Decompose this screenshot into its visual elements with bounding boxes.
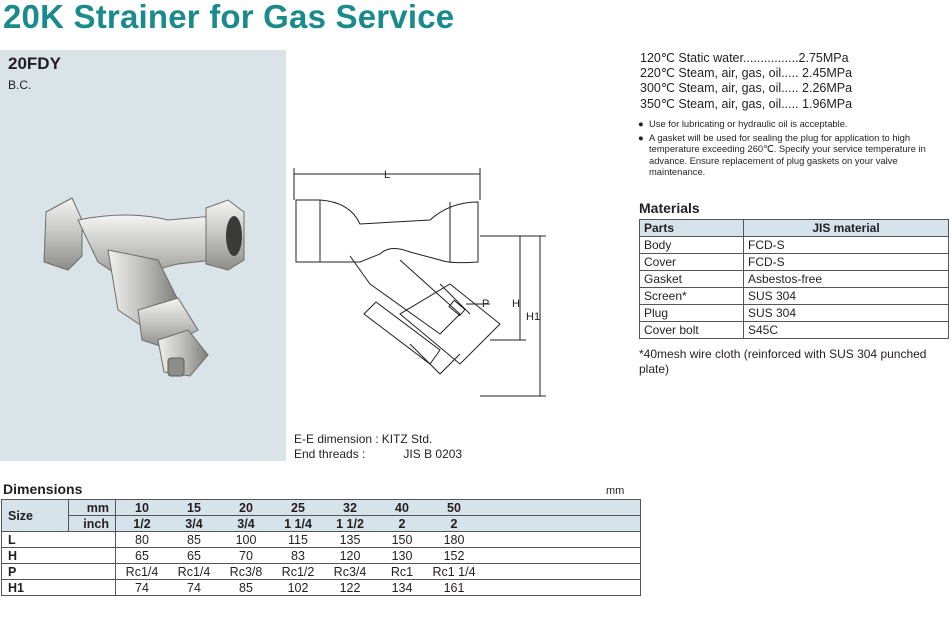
inch-label: inch — [69, 516, 116, 532]
rating-line: 300℃ Steam, air, gas, oil..... 2.26MPa — [640, 81, 853, 96]
rating-line: 120℃ Static water................2.75MPa — [640, 51, 849, 65]
dimensions-table — [1, 499, 641, 596]
table-row: Cover bolt S45C — [640, 322, 949, 339]
note-item: ● Use for lubricating or hydraulic oil is acceptable. — [638, 118, 848, 129]
table-row: Cover FCD-S — [640, 254, 949, 271]
table-row: P Rc1/4 Rc1/4 Rc3/8 Rc1/2 Rc3/4 Rc1 Rc1 1/4 — [2, 564, 641, 580]
mm-row: Size mm 10 15 20 25 32 40 50 — [2, 500, 641, 516]
mm-label: mm — [69, 500, 116, 516]
usage-notes — [638, 118, 950, 180]
dimensions-unit: mm — [606, 485, 625, 497]
materials-header-parts: Parts — [640, 220, 744, 237]
model-number: 20FDY — [8, 54, 61, 73]
materials-header-jis: JIS material — [744, 220, 949, 237]
note-item: ● A gasket will be used for sealing the plug for application to high temperature exceeding 260℃. Specify your service temperature in advance. Ensure replacement of plug gaskets on your valve maintenance. — [638, 131, 926, 178]
inch-row: inch 1/2 3/4 3/4 1 1/4 1 1/2 2 2 — [2, 516, 641, 532]
table-row: H 65 65 70 83 120 130 152 — [2, 548, 641, 564]
end-specs — [294, 432, 462, 462]
dimensions-heading: Dimensions — [3, 481, 83, 497]
bullet-icon: ● — [638, 131, 644, 143]
dim-label-l: L — [384, 169, 391, 181]
ee-dimension-value: KITZ Std. — [381, 432, 433, 446]
pressure-ratings — [640, 51, 852, 112]
materials-table — [639, 219, 949, 339]
rating-line: 350℃ Steam, air, gas, oil..... 1.96MPa — [640, 96, 853, 111]
page-title: 20K Strainer for Gas Service — [3, 0, 455, 35]
dim-label-h: H — [512, 298, 520, 310]
ee-dimension-label: E-E dimension : — [294, 432, 379, 446]
dim-label-h1: H1 — [526, 311, 541, 323]
table-row: Plug SUS 304 — [640, 305, 949, 322]
table-row: L 80 85 100 115 135 150 180 — [2, 532, 641, 548]
size-label: Size — [2, 500, 69, 532]
table-row: Gasket Asbestos-free — [640, 271, 949, 288]
body-connection-label: B.C. — [8, 78, 32, 92]
end-threads-label: End threads : — [294, 447, 366, 461]
screen-footnote: *40mesh wire cloth (reinforced with SUS 304 punched plate) — [639, 347, 927, 376]
rating-line: 220℃ Steam, air, gas, oil..... 2.45MPa — [640, 66, 853, 81]
table-row: Body FCD-S — [640, 237, 949, 254]
strainer-valve-photo — [38, 190, 278, 390]
table-row: H1 74 74 85 102 122 134 161 — [2, 580, 641, 596]
table-row: Screen* SUS 304 — [640, 288, 949, 305]
materials-heading: Materials — [639, 200, 700, 216]
strainer-dimension-drawing — [290, 164, 550, 404]
bullet-icon: ● — [638, 118, 644, 129]
dim-label-p: P — [482, 298, 490, 310]
end-threads-value: JIS B 0203 — [403, 447, 463, 461]
